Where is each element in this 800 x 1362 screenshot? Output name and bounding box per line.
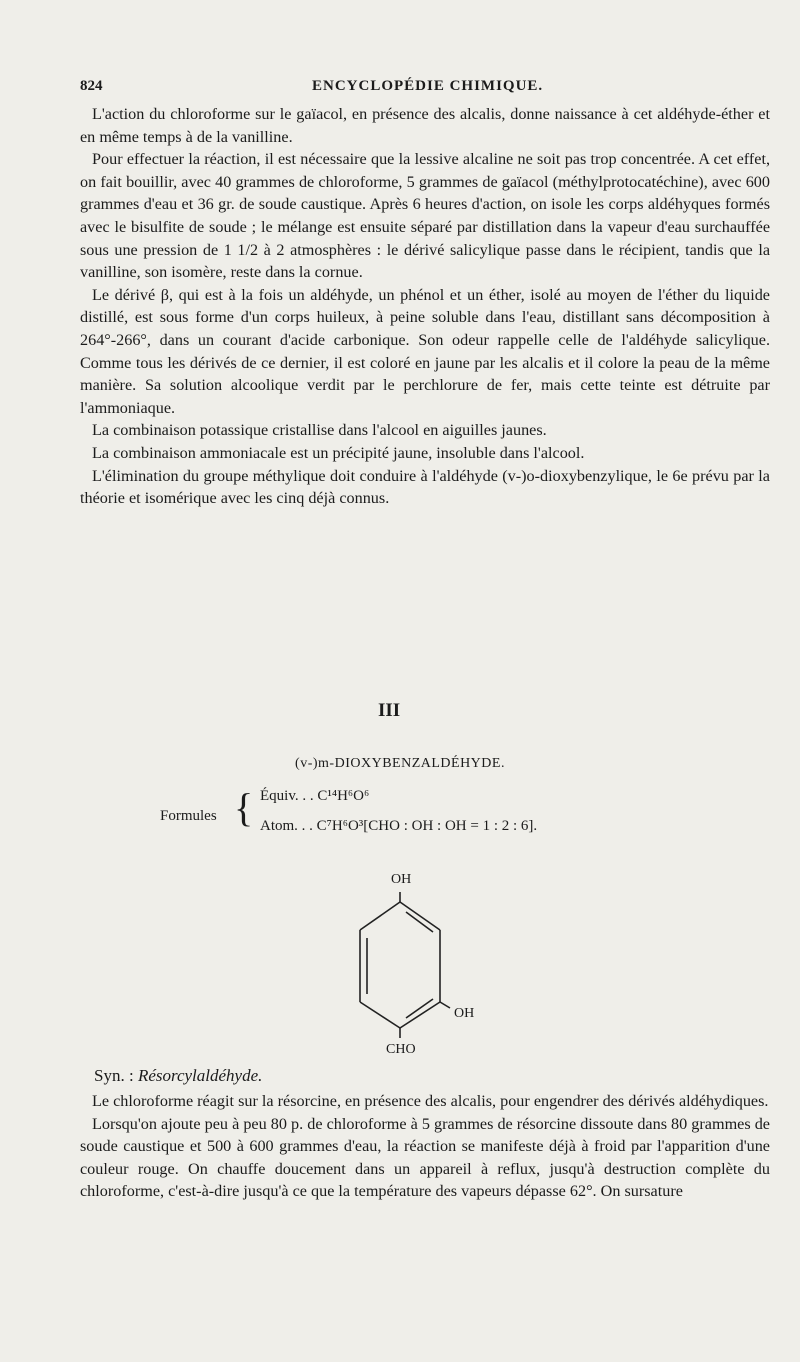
brace-icon: {	[234, 785, 254, 830]
synonym-line	[94, 1066, 262, 1086]
page-number: 824	[80, 78, 103, 94]
paragraph: L'action du chloroforme sur le gaïacol, en présence des alcalis, donne naissance à cet aldéhyde-éther et en même temps à de la vanilline.	[80, 105, 770, 146]
formula-label: Formules	[160, 808, 217, 824]
page-header	[80, 78, 770, 102]
synonym-prefix: Syn. :	[94, 1066, 134, 1085]
atom-value: C⁷H⁶O³[CHO : OH : OH = 1 : 2 : 6].	[316, 818, 538, 834]
formula-equiv	[260, 788, 369, 805]
formula-block	[160, 786, 760, 846]
equiv-value: C¹⁴H⁶O⁶	[317, 788, 370, 804]
bottom-text-block	[80, 1090, 770, 1203]
benzene-ring-diagram	[330, 852, 530, 1072]
mol-right-group: OH	[454, 1006, 475, 1021]
paragraph: La combinaison potassique cristallise dans l'alcool en aiguilles jaunes.	[92, 421, 547, 440]
atom-label: Atom. . .	[260, 818, 313, 834]
running-title: ENCYCLOPÉDIE CHIMIQUE.	[312, 78, 544, 94]
paragraph: L'élimination du groupe méthylique doit conduire à l'aldéhyde (v-)o-dioxybenzylique, le 6e prévu par la théorie et isomérique avec les cinq déjà connus.	[80, 466, 770, 508]
structural-formula	[330, 852, 530, 1072]
paragraph: Le chloroforme réagit sur la résorcine, en présence des alcalis, pour engendrer des dérivés aldéhydiques.	[92, 1092, 769, 1110]
section-title: (v-)m-DIOXYBENZALDÉHYDE.	[295, 756, 505, 771]
paragraph: Pour effectuer la réaction, il est nécessaire que la lessive alcaline ne soit pas trop concentrée. A cet effet, on fait bouillir, avec 40 grammes de chloroforme, 5 grammes de gaïacol (méthylprotocatéchine), avec 600 grammes d'eau et 36 gr. de soude caustique. Après 6 heures d'action, on isole les corps aldéhyques formés avec le bisulfite de soude ; le mélange est ensuite séparé par distillation dans la vapeur d'eau surchauffée sous une pression de 1 1/2 à 2 atmosphères : le dérivé salicylique passe dans le récipient, tandis que la vanilline, son isomère, reste dans la cornue.	[80, 150, 770, 282]
equiv-label: Équiv. . .	[260, 788, 314, 804]
paragraph: La combinaison ammoniacale est un précipité jaune, insoluble dans l'alcool.	[92, 443, 585, 462]
top-text-block	[80, 103, 770, 510]
mol-top-group: OH	[391, 872, 412, 887]
mol-bottom-group: CHO	[386, 1042, 416, 1057]
paragraph: Le dérivé β, qui est à la fois un aldéhyde, un phénol et un éther, isolé au moyen de l'éther du liquide distillé, est sous forme d'un corps huileux, à peine soluble dans l'eau, distillant sans décomposition à 264°-266°, dans un courant d'acide carbonique. Son odeur rappelle celle de l'aldéhyde salicylique. Comme tous les dérivés de ce dernier, il est coloré en jaune par les alcalis et il colore la peau de la même manière. Sa solution alcoolique verdit par le perchlorure de fer, mais cette teinte est détruite par l'ammoniaque.	[80, 285, 770, 417]
synonym-name: Résorcylaldéhyde.	[137, 1066, 263, 1085]
section-number: III	[378, 700, 401, 721]
paragraph: Lorsqu'on ajoute peu à peu 80 p. de chloroforme à 5 grammes de résorcine dissoute dans 80 grammes de soude caustique et 500 à 600 grammes d'eau, la réaction se manifeste déjà à froid par l'apparition d'une couleur rouge. On chauffe doucement dans un appareil à reflux, jusqu'à destruction complète du chloroforme, c'est-à-dire jusqu'à ce que la température des vapeurs dépasse 62°. On sursature	[80, 1114, 770, 1201]
formula-atom	[260, 818, 537, 835]
